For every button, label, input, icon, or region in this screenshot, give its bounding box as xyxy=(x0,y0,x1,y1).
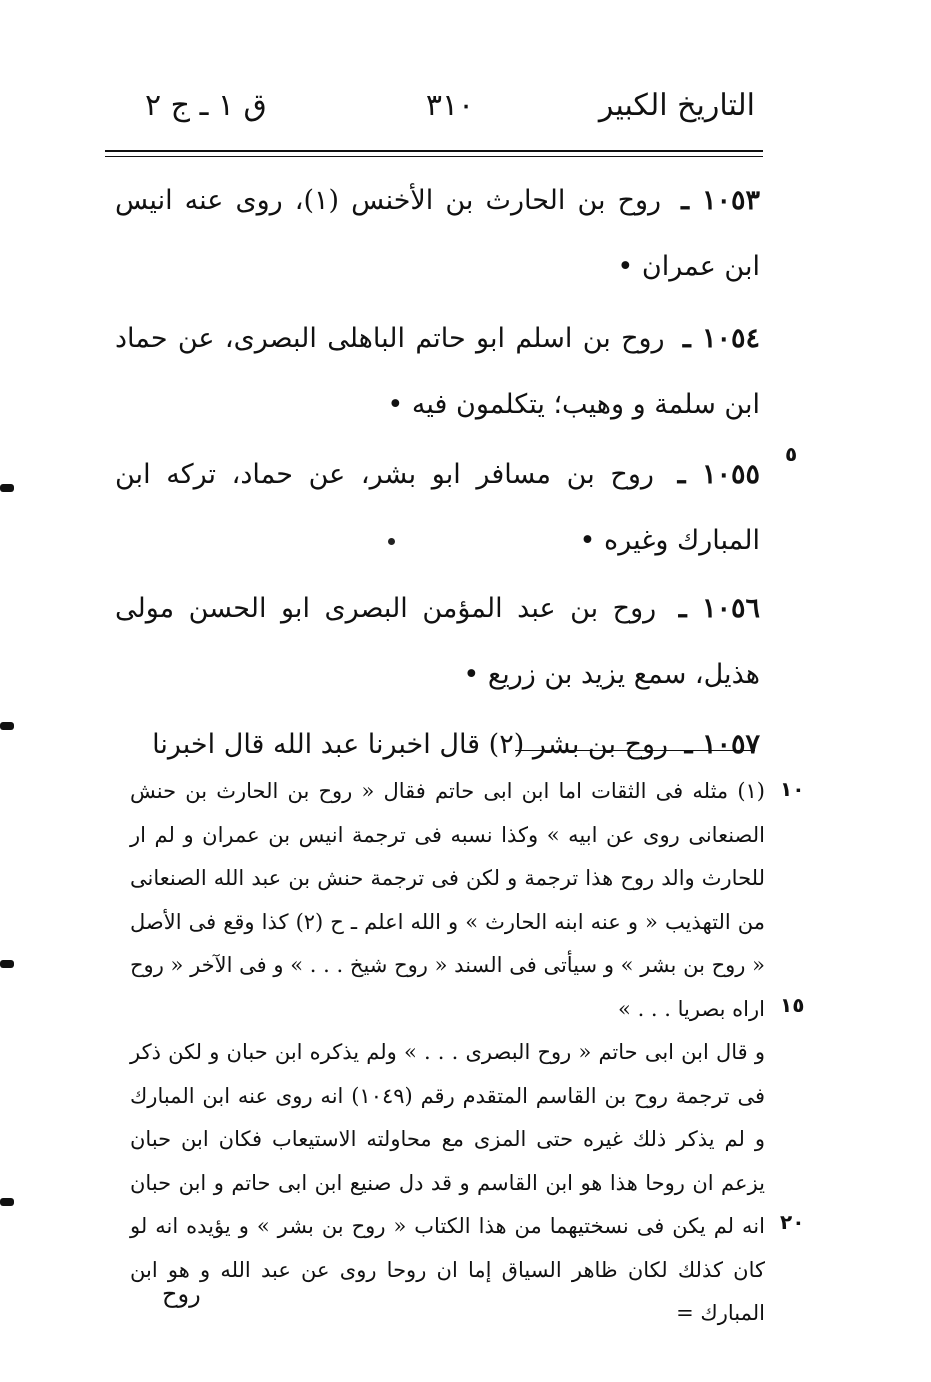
entry-number: ١٠٥٣ ـ xyxy=(681,185,760,216)
line-number-10: ١٠ xyxy=(780,777,805,801)
entry-text: روح بن اسلم ابو حاتم الباهلى البصرى، عن حماد ابن سلمة و وهيب؛ يتكلمون فيه • xyxy=(115,323,760,420)
binding-mark xyxy=(0,960,14,968)
catchword: روح xyxy=(162,1280,201,1308)
entry-number: ١٠٥٥ ـ xyxy=(677,459,760,490)
entry-number: ١٠٥٧ ـ xyxy=(684,729,760,760)
entry-1053 xyxy=(115,168,760,300)
entry-text: روح بن مسافر ابو بشر، عن حماد، تركه ابن المبارك وغيره • xyxy=(115,459,760,556)
entry-text: روح بن الحارث بن الأخنس (١)، روى عنه انيس ابن عمران • xyxy=(115,185,760,282)
entry-text: روح بن عبد المؤمن البصرى ابو الحسن مولى هذيل، سمع يزيد بن زريع • xyxy=(115,593,760,690)
binding-mark xyxy=(0,1198,14,1206)
main-text xyxy=(115,168,760,792)
volume-reference: ق ١ ـ ج ٢ xyxy=(145,88,267,123)
footnote-separator xyxy=(515,750,755,751)
entry-number: ١٠٥٤ ـ xyxy=(682,323,760,354)
entry-1054 xyxy=(115,306,760,438)
page-number: ٣١٠ xyxy=(425,88,475,123)
binding-mark xyxy=(0,484,14,492)
header-rule-thick xyxy=(105,150,763,152)
entry-1056 xyxy=(115,576,760,708)
footnote-continuation: و قال ابن ابى حاتم « روح البصرى . . . » ولم يذكره ابن حبان و لكن ذكر فى ترجمة روح بن القاسم المتقدم رقم (١٠٤٩) انه روى عنه ابن المبارك و لم يذكر ذلك غيره حتى المزى مع محاولته الاستيعاب فكان ابن حبان يزعم ان روحا هذا هو ابن القاسم و قد دل صنيع ابن ابى حاتم و ابن حبان انه لم يكن فى نسختيهما من هذا الكتاب « روح بن بشر » و يؤيده انه لو كان كذلك لكان ظاهر السياق إما ان روحا روى عن عبد الله و هو ابن المبارك = xyxy=(130,1040,765,1325)
line-number-5: ٥ xyxy=(785,442,798,466)
entry-text: روح بن بشر (٢) قال اخبرنا عبد الله قال اخبرنا xyxy=(152,729,669,760)
entry-1057 xyxy=(115,712,760,778)
binding-mark xyxy=(0,722,14,730)
header-rule-thin xyxy=(105,156,763,157)
running-header xyxy=(105,84,755,134)
footnote-1-2: (١) مثله فى الثقات اما ابن ابى حاتم فقال « روح بن الحارث بن حنش الصنعانى روى عن ابيه » وكذا نسبه فى ترجمة انيس بن عمران و لم ار للحارث والد روح هذا ترجمة و لكن فى ترجمة حنش بن عبد الله الصنعانى من التهذيب « و عنه ابنه الحارث » و الله اعلم ـ ح (٢) كذا وقع فى الأصل « روح بن بشر » و سيأتى فى السند « روح شيخ . . . » و فى الآخر « روح اراه بصريا . . . » xyxy=(130,779,765,1021)
entry-1055 xyxy=(115,442,760,574)
line-number-15: ١٥ xyxy=(780,993,805,1017)
entry-number: ١٠٥٦ ـ xyxy=(678,593,761,624)
footnotes xyxy=(130,770,765,1336)
print-speck xyxy=(388,538,395,545)
line-number-20: ٢٠ xyxy=(780,1210,805,1234)
book-title: التاريخ الكبير xyxy=(598,88,755,123)
